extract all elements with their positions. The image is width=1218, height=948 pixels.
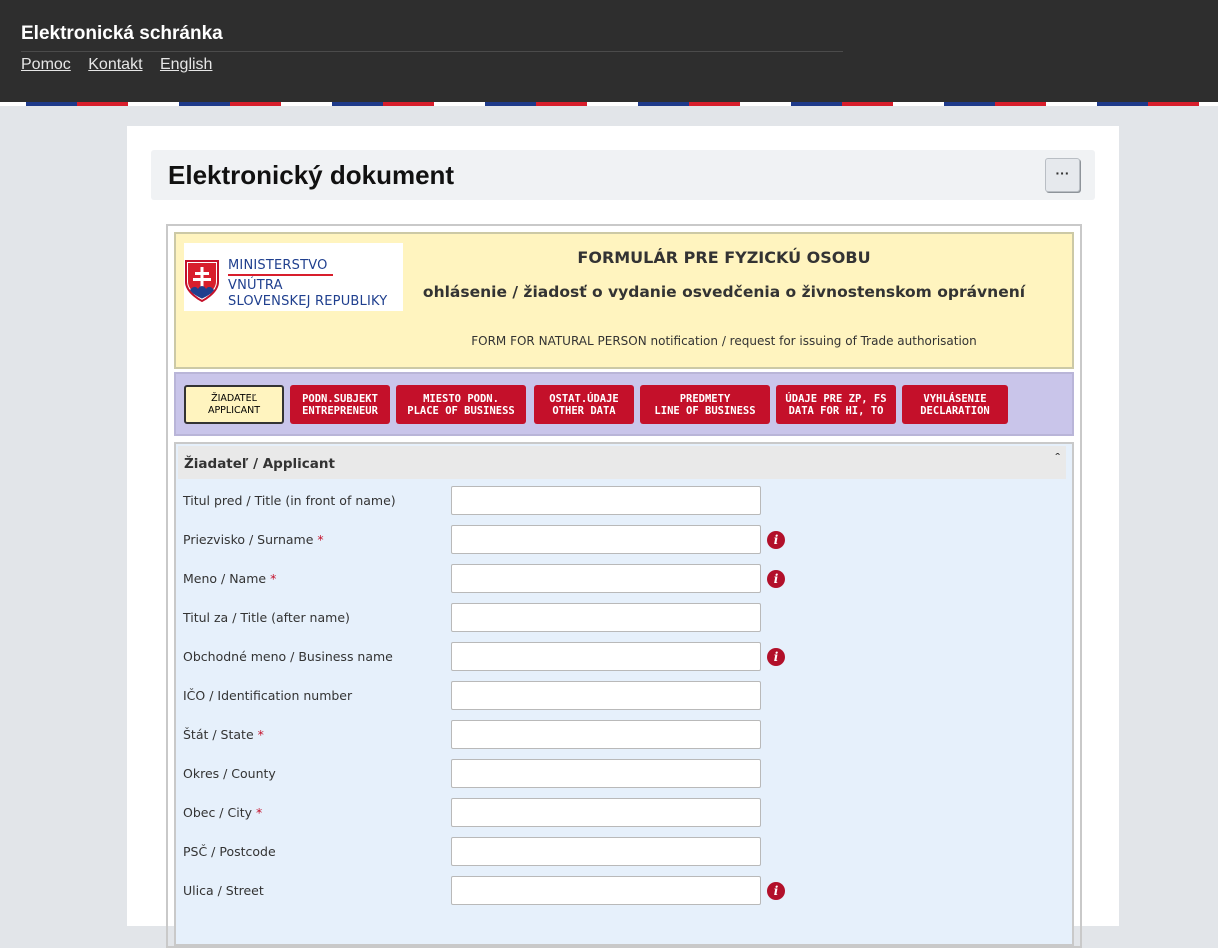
- text-field[interactable]: [451, 759, 761, 788]
- form-title: FORMULÁR PRE FYZICKÚ OSOBU: [577, 248, 871, 267]
- stripe-red: [689, 102, 740, 106]
- form-row: [176, 603, 1072, 633]
- field-label: [183, 532, 324, 547]
- tab-label-line-1: ŽIADATEĽ: [211, 392, 257, 404]
- info-icon[interactable]: i: [767, 648, 785, 666]
- text-field[interactable]: [451, 525, 761, 554]
- field-label-text: PSČ / Postcode: [183, 844, 276, 859]
- divider: [21, 51, 843, 52]
- field-label: [183, 649, 393, 664]
- form-row: [176, 798, 1072, 828]
- field-label-text: IČO / Identification number: [183, 688, 353, 703]
- tab-label-line-1: VYHLÁSENIE: [923, 392, 987, 405]
- field-label-text: Titul pred / Title (in front of name): [183, 493, 396, 508]
- logo-line-1: MINISTERSTVO: [228, 258, 328, 273]
- stripe-blue: [485, 102, 536, 106]
- stripe-red: [1148, 102, 1199, 106]
- tab-label-line-1: PODN.SUBJEKT: [302, 392, 378, 405]
- text-field[interactable]: [451, 681, 761, 710]
- stripe-blue: [332, 102, 383, 106]
- flag-stripes: [0, 102, 1218, 106]
- tab-5[interactable]: [776, 385, 896, 424]
- english-link[interactable]: English: [159, 56, 213, 73]
- text-field[interactable]: [451, 720, 761, 749]
- stripe-red: [995, 102, 1046, 106]
- required-marker: *: [257, 727, 264, 742]
- form-tabs: [174, 372, 1074, 436]
- field-label-text: Obec / City: [183, 805, 252, 820]
- tab-3[interactable]: [534, 385, 634, 424]
- field-label: [183, 883, 264, 898]
- logo-line-3: SLOVENSKEJ REPUBLIKY: [228, 294, 388, 309]
- tab-label-line-2: OTHER DATA: [552, 404, 616, 417]
- tab-label-line-1: OSTAT.ÚDAJE: [549, 392, 619, 405]
- form-row: [176, 681, 1072, 711]
- form-row: [176, 564, 1072, 594]
- section-header[interactable]: [178, 446, 1066, 479]
- tab-label-line-2: DECLARATION: [920, 404, 990, 417]
- tab-label-line-1: ÚDAJE PRE ZP, FS: [785, 392, 887, 405]
- tab-2[interactable]: [396, 385, 526, 424]
- page-title: Elektronický dokument: [168, 160, 455, 190]
- info-icon[interactable]: i: [767, 570, 785, 588]
- applicant-section: [174, 442, 1074, 946]
- document-header: [151, 150, 1095, 200]
- tab-label-line-2: PLACE OF BUSINESS: [407, 404, 515, 417]
- stripe-red: [230, 102, 281, 106]
- field-label-text: Meno / Name: [183, 571, 267, 586]
- form-row: [176, 837, 1072, 867]
- field-label: [183, 727, 264, 742]
- more-options-button[interactable]: ···: [1045, 158, 1080, 192]
- form-row: [176, 486, 1072, 516]
- tab-label-line-2: APPLICANT: [207, 404, 261, 416]
- field-label: [183, 493, 396, 508]
- field-label: [183, 571, 276, 586]
- field-label-text: Ulica / Street: [183, 883, 264, 898]
- field-label: [183, 766, 276, 781]
- top-links: [21, 56, 225, 74]
- tab-label-line-2: ENTREPRENEUR: [302, 404, 378, 417]
- stripe-red: [536, 102, 587, 106]
- tab-label-line-2: DATA FOR HI, TO: [788, 404, 884, 417]
- logo-underline: [228, 274, 333, 276]
- stripe-red: [77, 102, 128, 106]
- required-marker: *: [270, 571, 277, 586]
- field-label-text: Priezvisko / Surname: [183, 532, 314, 547]
- tab-label-line-1: MIESTO PODN.: [423, 392, 499, 405]
- text-field[interactable]: [451, 603, 761, 632]
- form-row: [176, 642, 1072, 672]
- required-marker: *: [256, 805, 263, 820]
- tab-label-line-1: PREDMETY: [679, 392, 731, 405]
- stripe-red: [842, 102, 893, 106]
- top-bar: [0, 0, 1218, 102]
- text-field[interactable]: [451, 642, 761, 671]
- form-english-title: FORM FOR NATURAL PERSON notification / request for issuing of Trade authorisation: [471, 334, 977, 348]
- form-row: [176, 720, 1072, 750]
- form-frame: [166, 224, 1082, 948]
- stripe-blue: [638, 102, 689, 106]
- field-label: [183, 610, 350, 625]
- logo-line-2: VNÚTRA: [228, 278, 283, 293]
- contact-link[interactable]: Kontakt: [88, 56, 143, 73]
- stripe-blue: [791, 102, 842, 106]
- field-label: [183, 844, 276, 859]
- tab-4[interactable]: [640, 385, 770, 424]
- tab-1[interactable]: [290, 385, 390, 424]
- help-link[interactable]: Pomoc: [21, 56, 71, 73]
- form-row: [176, 876, 1072, 906]
- field-label-text: Okres / County: [183, 766, 276, 781]
- info-icon[interactable]: i: [767, 882, 785, 900]
- form-subtitle: ohlásenie / žiadosť o vydanie osvedčenia o živnostenskom oprávnení: [422, 283, 1026, 301]
- text-field[interactable]: [451, 837, 761, 866]
- field-label: [183, 688, 352, 703]
- tab-0[interactable]: [184, 385, 284, 424]
- app-title: Elektronická schránka: [21, 23, 223, 44]
- required-marker: *: [317, 532, 324, 547]
- text-field[interactable]: [451, 564, 761, 593]
- form-row: [176, 525, 1072, 555]
- main-card: [127, 126, 1119, 926]
- tab-6[interactable]: [902, 385, 1008, 424]
- form-row: [176, 759, 1072, 789]
- stripe-red: [383, 102, 434, 106]
- form-header: [174, 232, 1074, 369]
- text-field[interactable]: [451, 798, 761, 827]
- field-label-text: Titul za / Title (after name): [183, 610, 350, 625]
- tab-label-line-2: LINE OF BUSINESS: [654, 404, 756, 417]
- stripe-blue: [944, 102, 995, 106]
- stripe-blue: [179, 102, 230, 106]
- field-label-text: Obchodné meno / Business name: [183, 649, 393, 664]
- section-title: Žiadateľ / Applicant: [184, 456, 335, 472]
- field-label-text: Štát / State: [183, 727, 254, 742]
- text-field[interactable]: [451, 486, 761, 515]
- collapse-caret-icon[interactable]: ˆ: [1055, 450, 1060, 466]
- stripe-blue: [26, 102, 77, 106]
- field-label: [183, 805, 262, 820]
- info-icon[interactable]: i: [767, 531, 785, 549]
- stripe-blue: [1097, 102, 1148, 106]
